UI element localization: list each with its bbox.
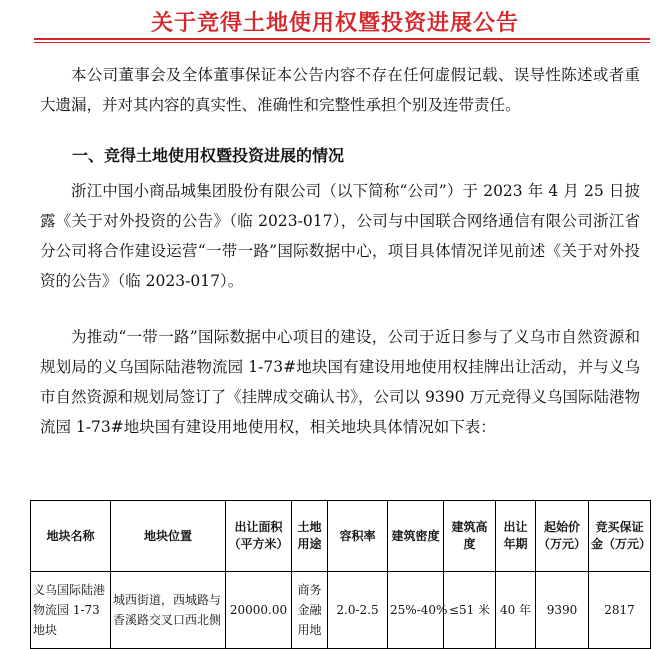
- table-header-row: [31, 501, 651, 572]
- cell-land-name: 义乌国际陆港物流园 1-73 地块: [31, 572, 111, 649]
- section-heading: 一、竞得土地使用权暨投资进展的情况: [72, 146, 345, 165]
- cell-term: 40 年: [496, 572, 536, 649]
- land-info-table: [30, 500, 651, 649]
- cell-land-use: 商务金融用地: [292, 572, 328, 649]
- paragraph-background: 浙江中国小商品城集团股份有限公司（以下简称“公司”）于 2023 年 4 月 25 日披露《关于对外投资的公告》（临 2023-017），公司与中国联合网络通信有限公司浙江省分公司将合作建设运营“一带一路”国际数据中心，项目具体情况详见前述《关于对外投资的公告》（临 2023-017）。: [40, 182, 640, 290]
- header-land-use: 土地用途: [292, 501, 328, 572]
- header-plot-ratio: 容积率: [328, 501, 388, 572]
- cell-building-density: 25%-40%: [388, 572, 444, 649]
- header-start-price: 起始价（万元）: [536, 501, 589, 572]
- board-statement: 本公司董事会及全体董事保证本公告内容不存在任何虚假记载、误导性陈述或者重大遗漏，并对其内容的真实性、准确性和完整性承担个别及连带责任。: [40, 66, 640, 114]
- header-term: 出让年期: [496, 501, 536, 572]
- cell-deposit: 2817: [589, 572, 651, 649]
- announcement-title: 关于竞得土地使用权暨投资进展公告: [150, 11, 519, 36]
- header-land-location: 地块位置: [111, 501, 226, 572]
- header-deposit: 竞买保证金（万元）: [589, 501, 651, 572]
- header-building-density: 建筑密度: [388, 501, 444, 572]
- cell-area: 20000.00: [226, 572, 292, 649]
- cell-building-height: ≤51 米: [444, 572, 496, 649]
- table-row: [31, 572, 651, 649]
- cell-start-price: 9390: [536, 572, 589, 649]
- paragraph-land-acquisition: 为推动“一带一路”国际数据中心项目的建设，公司于近日参与了义乌市自然资源和规划局的义乌国际陆港物流园 1-73#地块国有建设用地使用权挂牌出让活动，并与义乌市自然资源和规划局签订了《挂牌成交确认书》，公司以 9390 万元竞得义乌国际陆港物流园 1-73#地块国有建设用地使用权，相关地块具体情况如下表：: [40, 328, 640, 436]
- title-divider-thin: [34, 42, 650, 43]
- cell-plot-ratio: 2.0-2.5: [328, 572, 388, 649]
- cell-land-location: 城西街道，西城路与香溪路交叉口西北侧: [111, 572, 226, 649]
- header-area: 出让面积（平方米）: [226, 501, 292, 572]
- header-land-name: 地块名称: [31, 501, 111, 572]
- header-building-height: 建筑高度: [444, 501, 496, 572]
- title-divider: [34, 38, 650, 40]
